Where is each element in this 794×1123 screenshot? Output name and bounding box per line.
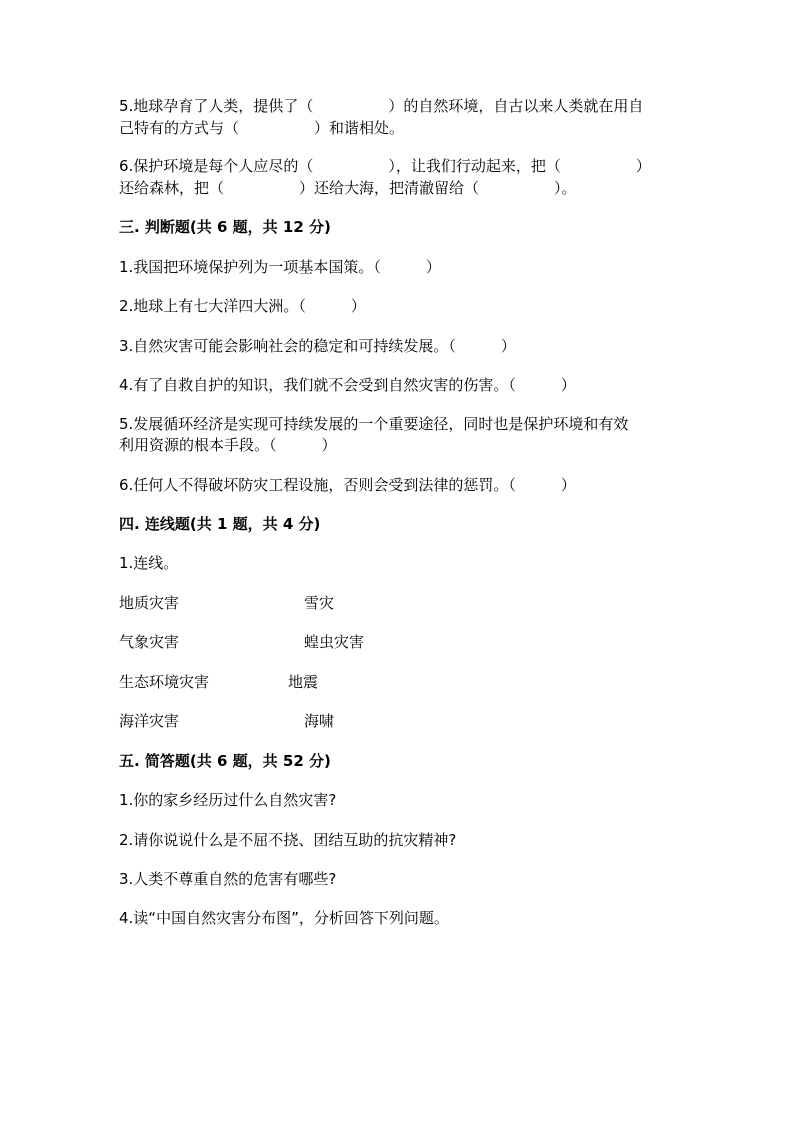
short-q1: 1.你的家乡经历过什么自然灾害? — [119, 791, 337, 809]
match-right-item: 雪灾 — [304, 594, 335, 612]
match-right-item: 蝗虫灾害 — [304, 633, 365, 651]
fill-q5-line2: 己特有的方式与（ ）和谐相处。 — [119, 119, 405, 137]
short-q2: 2.请你说说什么是不屈不挠、团结互助的抗灾精神? — [119, 831, 457, 849]
short-q3: 3.人类不尊重自然的危害有哪些? — [119, 870, 337, 888]
match-section-heading: 四. 连线题(共 1 题，共 4 分) — [119, 515, 321, 533]
judge-q1: 1.我国把环境保护列为一项基本国策。（ ） — [119, 258, 441, 276]
match-left-item: 气象灾害 — [119, 633, 180, 651]
judge-q3: 3.自然灾害可能会影响社会的稳定和可持续发展。（ ） — [119, 337, 516, 355]
fill-q6-line2: 还给森林，把（ ）还给大海，把清澈留给（ ）。 — [119, 179, 577, 197]
judge-q5-line2: 利用资源的根本手段。（ ） — [119, 436, 337, 454]
fill-q6-line1: 6.保护环境是每个人应尽的（ ），让我们行动起来，把（ ） — [119, 157, 651, 175]
judge-q5-line1: 5.发展循环经济是实现可持续发展的一个重要途径，同时也是保护环境和有效 — [119, 415, 629, 433]
short-section-heading: 五. 简答题(共 6 题，共 52 分) — [119, 752, 331, 770]
judge-section-heading: 三. 判断题(共 6 题，共 12 分) — [119, 218, 331, 236]
match-left-item: 海洋灾害 — [119, 712, 180, 730]
judge-q4: 4.有了自救自护的知识，我们就不会受到自然灾害的伤害。（ ） — [119, 376, 576, 394]
fill-q5-line1: 5.地球孕育了人类，提供了（ ）的自然环境，自古以来人类就在用自 — [119, 97, 644, 115]
match-q1: 1.连线。 — [119, 554, 179, 572]
match-left-item: 生态环境灾害 — [119, 673, 210, 691]
judge-q2: 2.地球上有七大洋四大洲。（ ） — [119, 297, 366, 315]
match-left-item: 地质灾害 — [119, 594, 180, 612]
judge-q6: 6.任何人不得破坏防灾工程设施，否则会受到法律的惩罚。（ ） — [119, 476, 576, 494]
short-q4: 4.读“中国自然灾害分布图”，分析回答下列问题。 — [119, 909, 449, 927]
match-right-item: 地震 — [288, 673, 319, 691]
match-right-item: 海啸 — [304, 712, 335, 730]
